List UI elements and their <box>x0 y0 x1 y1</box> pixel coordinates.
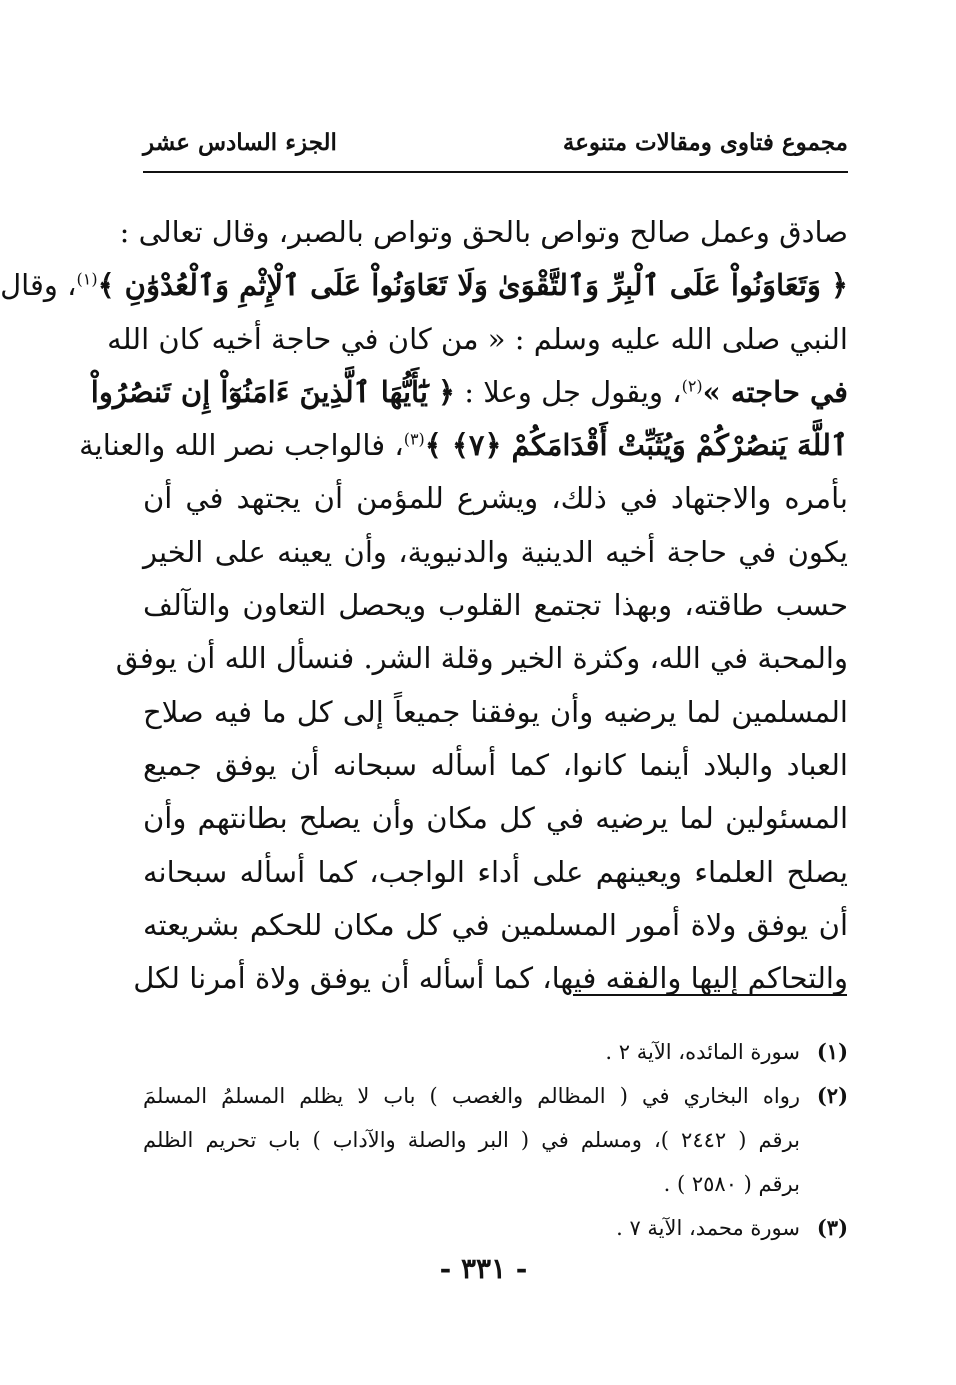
footnote-text <box>143 1206 800 1250</box>
footnote-separator <box>573 994 847 996</box>
text-line-12: المسئولين لما يرضيه في كل مكان وأن يصلح بطانتهم وأن <box>143 801 848 836</box>
footnote-ref-1: (١) <box>76 269 98 289</box>
footnote-line: سورة محمد، الآية ٧ . <box>616 1216 800 1240</box>
footnote-text <box>143 1030 800 1074</box>
header-rule <box>143 171 848 173</box>
footnote-3 <box>143 1206 848 1250</box>
text-line-2 <box>0 259 848 312</box>
footnote-number: (٢) <box>816 1083 848 1108</box>
footnote-ref-2: (٢) <box>681 376 703 396</box>
text-line-11: العباد والبلاد أينما كانوا، كما أسأله سبحانه أن يوفق جميع <box>143 747 848 782</box>
running-header <box>143 124 848 160</box>
text-line-8: حسب طاقته، وبهذا تجتمع القلوب ويحصل التعاون والتآلف <box>143 588 848 623</box>
text-line-13: يصلح العلماء ويعينهم على أداء الواجب، كما أسأله سبحانه <box>143 854 848 889</box>
footnote-line: برقم ( ٢٤٤٢ )، ومسلم في ( البر والصلة والآداب ) باب تحريم الظلم <box>143 1128 800 1152</box>
hadith-end: في حاجته » <box>702 374 848 409</box>
footnote-number: (١) <box>816 1039 848 1064</box>
footnote-1 <box>143 1030 848 1074</box>
footnote-line: سورة المائده، الآية ٢ . <box>605 1040 800 1064</box>
text-line-4 <box>90 366 848 419</box>
quran-verse-1: ﴿ وَتَعَاوَنُواْ عَلَى ٱلْبِرِّ وَٱلتَّقْوَىٰ وَلَا تَعَاوَنُواْ عَلَى ٱلْإِثْمِ وَٱلْعُدْوَٰنِ ﴾ <box>97 268 848 303</box>
text-line-3: النبي صلى الله عليه وسلم : « من كان في حاجة أخيه كان الله <box>107 321 848 356</box>
quran-verse-2-end: ٱللَّهَ يَنصُرْكُمْ وَيُثَبِّتْ أَقْدَامَكُمْ ﴿٧﴾ ﴾ <box>424 428 848 463</box>
quran-verse-2-start: ﴿ يَٰٓأَيُّهَا ٱلَّذِينَ ءَامَنُوٓاْ إِن تَنصُرُواْ <box>90 374 456 409</box>
text-line-5 <box>79 419 848 472</box>
footnote-line: رواه البخاري في ( المظالم والغصب ) باب لا يظلم المسلمُ المسلمَ <box>143 1084 800 1108</box>
text-line-7: يكون في حاجة أخيه الدينية والدنيوية، وأن يعينه على الخير <box>143 534 848 569</box>
footnote-number: (٣) <box>816 1215 848 1240</box>
text-line-14: أن يوفق ولاة أمور المسلمين في كل مكان للحكم بشريعته <box>143 907 848 942</box>
text-line-10: المسلمين لما يرضيه وأن يوفقنا جميعاً إلى كل ما فيه صلاح <box>143 694 848 729</box>
text-line-5-tail: ، فالواجب نصر الله والعناية <box>79 428 404 463</box>
text-line-9: والمحبة في الله، وكثرة الخير وقلة الشر. فنسأل الله أن يوفق <box>115 641 848 676</box>
text-line-15: والتحاكم إليها والفقه فيها، كما أسأله أن يوفق ولاة أمرنا لكل <box>133 961 848 996</box>
footnote-text <box>143 1074 800 1206</box>
footnote-2 <box>143 1074 848 1206</box>
text-line-2-tail: ، وقال <box>0 268 77 303</box>
text-line-1: صادق وعمل صالح وتواص بالحق وتواص بالصبر، وقال تعالى : <box>119 215 848 249</box>
footnote-line: برقم ( ٢٥٨٠ ) . <box>663 1172 800 1196</box>
text-line-6: بأمره والاجتهاد في ذلك، ويشرع للمؤمن أن يجتهد في أن <box>143 481 848 516</box>
main-text <box>0 206 848 1005</box>
book-title: مجموع فتاوى ومقالات متنوعة <box>562 128 848 156</box>
page-number: - ٣٣١ - <box>439 1252 528 1285</box>
footnotes <box>143 1030 848 1250</box>
footnote-ref-3: (٣) <box>403 429 425 449</box>
volume-label: الجزء السادس عشر <box>143 128 337 156</box>
text-line-4-tail: ، ويقول جل وعلا : <box>464 374 682 409</box>
